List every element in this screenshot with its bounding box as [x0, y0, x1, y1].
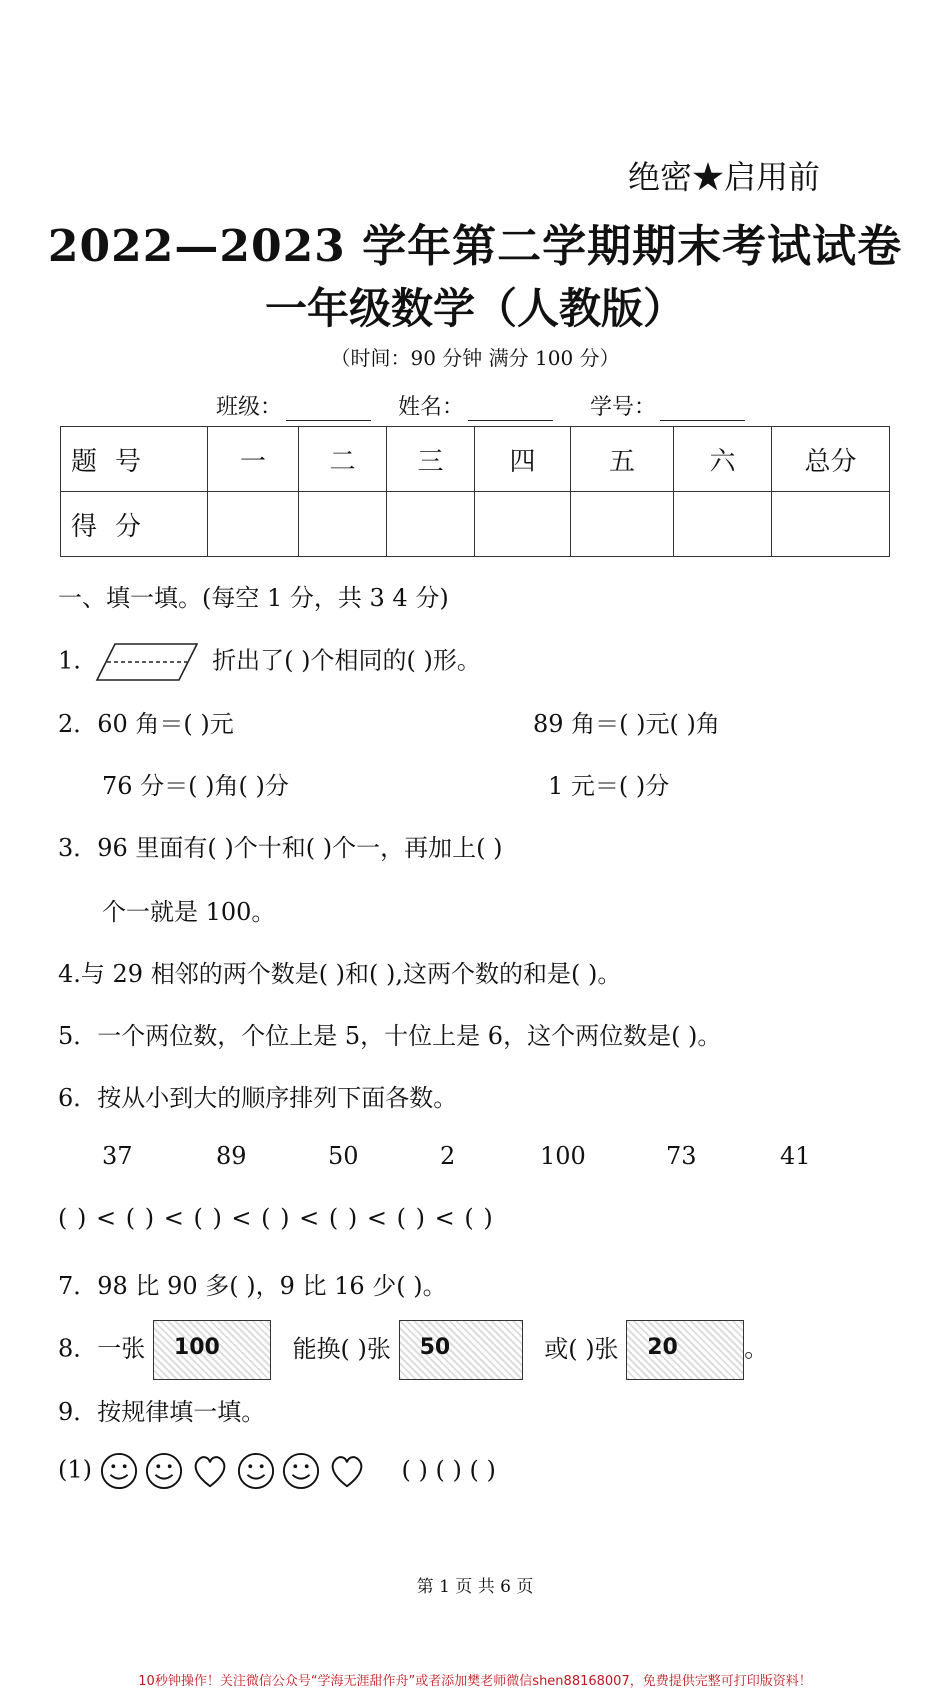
question-1: 1. 折出了( )个相同的( )形。: [58, 640, 481, 684]
score-cell[interactable]: [475, 492, 571, 557]
class-field[interactable]: 班级：: [216, 390, 371, 421]
question-9: 9．按规律填一填。: [58, 1398, 266, 1426]
question-8: 8．一张 100 能换( )张 50 或( )张 20 。: [58, 1320, 768, 1380]
page-footer: 第 1 页 共 6 页: [416, 1577, 534, 1597]
number-item: 2: [440, 1142, 456, 1170]
table-cell: 题号: [61, 427, 208, 492]
table-cell: 四: [475, 427, 571, 492]
score-cell[interactable]: [772, 492, 890, 557]
heart-icon: [328, 1452, 366, 1490]
exam-title: 2022—2023 学年第二学期期末考试试卷: [47, 221, 903, 272]
number-item: 89: [216, 1142, 247, 1170]
question-2c: 76 分＝( )角( )分: [102, 772, 289, 800]
number-item: 50: [328, 1142, 359, 1170]
number-item: 37: [102, 1142, 133, 1170]
smiley-face-icon: [100, 1452, 138, 1490]
question-7: 7．98 比 90 多( )，9 比 16 少( )。: [58, 1272, 447, 1300]
number-item: 73: [666, 1142, 697, 1170]
exam-subtitle: 一年级数学（人教版）: [264, 284, 685, 333]
question-5: 5．一个两位数，个位上是 5，十位上是 6，这个两位数是( )。: [58, 1022, 722, 1050]
question-4: 4.与 29 相邻的两个数是( )和( ),这两个数的和是( )。: [58, 960, 622, 988]
question-2d: 1 元＝( )分: [548, 772, 670, 800]
banknote-50-icon: 50: [399, 1320, 523, 1380]
smiley-face-icon: [282, 1452, 320, 1490]
score-cell[interactable]: [208, 492, 299, 557]
table-row: [61, 492, 890, 557]
table-cell: 五: [571, 427, 674, 492]
number-item: 41: [780, 1142, 811, 1170]
name-field[interactable]: 姓名：: [398, 390, 553, 421]
parallelogram-icon: [95, 640, 199, 684]
ad-banner: 10秒钟操作！关注微信公众号“学海无涯甜作舟”或者添加樊老师微信shen88168007，免费提供完整可打印版资料！: [138, 1674, 812, 1689]
score-cell[interactable]: [299, 492, 387, 557]
table-cell: 一: [208, 427, 299, 492]
question-2a: 2．60 角＝( )元: [58, 710, 234, 738]
number-item: 100: [540, 1142, 586, 1170]
pattern-row: (1) ( ) ( ) ( ): [58, 1452, 496, 1490]
section-heading: 一、填一填。(每空 1 分，共 3 4 分): [58, 584, 449, 612]
smiley-face-icon: [237, 1452, 275, 1490]
time-info: （时间：90 分钟 满分 100 分）: [330, 346, 620, 370]
table-row: [61, 427, 890, 492]
question-3-cont: 个一就是 100。: [102, 898, 276, 926]
question-3: 3．96 里面有( )个十和( )个一，再加上( ): [58, 834, 503, 862]
table-cell: 二: [299, 427, 387, 492]
confidential-mark: 绝密★启用前: [627, 158, 820, 196]
heart-icon: [191, 1452, 229, 1490]
table-cell: 六: [674, 427, 772, 492]
table-cell: 得分: [61, 492, 208, 557]
score-table: [60, 426, 890, 557]
order-blanks: ( ) < ( ) < ( ) < ( ) < ( ) < ( ) < ( ): [58, 1204, 494, 1232]
question-2b: 89 角＝( )元( )角: [533, 710, 720, 738]
banknote-20-icon: 20: [626, 1320, 744, 1380]
smiley-face-icon: [145, 1452, 183, 1490]
score-cell[interactable]: [674, 492, 772, 557]
banknote-100-icon: 100: [153, 1320, 271, 1380]
student-id-field[interactable]: 学号：: [590, 390, 745, 421]
table-cell: 三: [387, 427, 475, 492]
score-cell[interactable]: [387, 492, 475, 557]
question-6: 6．按从小到大的顺序排列下面各数。: [58, 1084, 458, 1112]
table-cell: 总分: [772, 427, 890, 492]
score-cell[interactable]: [571, 492, 674, 557]
